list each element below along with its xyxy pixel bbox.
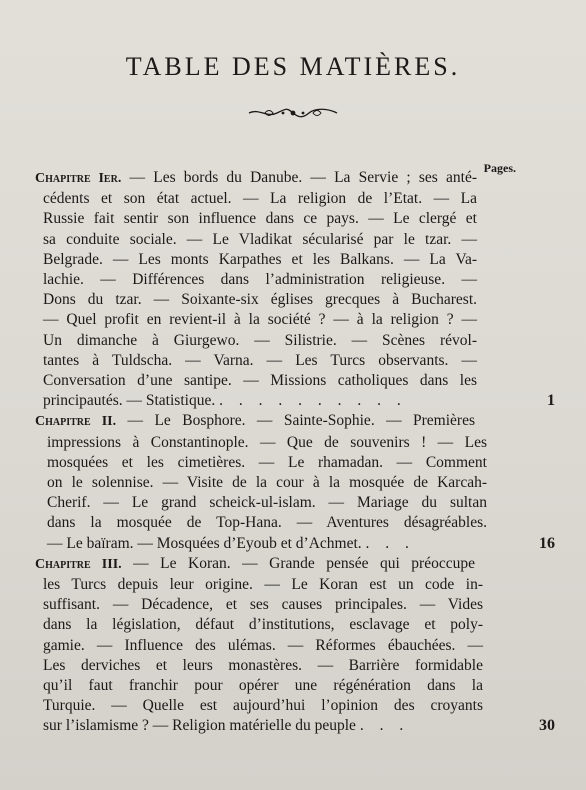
chapter-label: Chapitre Ier.	[35, 171, 122, 186]
toc-line: Dons du tzar. — Soixante-six églises grecques à Bucharest.	[43, 291, 477, 309]
page-number: 30	[539, 717, 555, 735]
toc-line: Chapitre II. — Le Bosphore. — Sainte-Sophie. — Premières	[35, 412, 476, 430]
toc-line: lachie. — Différences dans l’administration religieuse. —	[43, 271, 477, 289]
toc-line: tantes à Tuldscha. — Varna. — Les Turcs observants. —	[43, 351, 477, 369]
toc-line: cédents et son état actuel. — La religion de l’Etat. — La	[43, 190, 477, 208]
page-title: TABLE DES MATIÈRES.	[125, 52, 461, 81]
page-number: 1	[547, 392, 555, 410]
toc-line: dans la mosquée de Top-Hana. — Aventures désagréables.	[47, 514, 487, 532]
ornament-icon	[0, 106, 586, 125]
toc-entry-chapter-3[interactable]	[35, 554, 555, 737]
toc-line: Les derviches et leurs monastères. — Barrière formidable	[43, 656, 483, 674]
toc-line: gamie. — Influence des ulémas. — Réformes ébauchées. —	[43, 636, 483, 654]
toc-line: impressions à Constantinople. — Que de souvenirs ! — Les	[47, 433, 487, 451]
toc-line: Cherif. — Le grand scheick-ul-islam. — Mariage du sultan	[47, 494, 487, 512]
bleed-through-text	[100, 14, 580, 28]
toc-line: — Quel profit en revient-il à la société ? — à la religion ? —	[43, 311, 477, 329]
toc-line: — Le baïram. — Mosquées d’Eyoub et d’Achmet. . . .	[47, 534, 415, 552]
toc-entry-chapter-2[interactable]	[35, 411, 555, 553]
page-number: 16	[539, 534, 555, 552]
pages-column-label: Pages.	[483, 161, 516, 175]
toc-line: Belgrade. — Les monts Karpathes et les Balkans. — La Va-	[43, 250, 477, 268]
chapter-label: Chapitre II.	[35, 414, 117, 430]
toc-line: on le solennise. — Visite de la cour à la mosquée de Karcah-	[47, 474, 487, 492]
toc-line: principautés. — Statistique. . . . . . . . . . .	[43, 392, 407, 410]
toc-line: Conversation d’une santipe. — Missions catholiques dans les	[43, 372, 477, 390]
toc-line: Turquie. — Quelle est aujourd’hui l’opinion des croyants	[43, 697, 483, 715]
chapter-label: Chapitre III.	[35, 556, 122, 572]
flourish-icon	[247, 106, 339, 120]
toc-line: dans la législation, défaut d’institutions, esclavage et poly-	[43, 616, 483, 634]
toc-entry-chapter-1[interactable]	[35, 168, 555, 411]
toc-line: les Turcs depuis leur origine. — Le Koran est un code in-	[43, 576, 483, 594]
toc-line: sa conduite sociale. — Le Vladikat sécularisé par le tzar. —	[43, 230, 477, 248]
toc-line: Russie fait sentir son influence dans ce pays. — Le clergé et	[43, 210, 477, 228]
toc-line: Un dimanche à Giurgewo. — Silistrie. — Scènes révol-	[43, 331, 477, 349]
toc-line: suffisant. — Décadence, et ses causes principales. — Vides	[43, 596, 483, 614]
toc-line: Chapitre III. — Le Koran. — Grande pensée qui préoccupe	[35, 554, 475, 572]
toc-line: mosquées et les cimetières. — Le rhamadan. — Comment	[47, 453, 487, 471]
toc-line: Chapitre Ier. — Les bords du Danube. — La Servie ; ses anté-	[35, 169, 478, 186]
toc-line: qu’il faut franchir pour opérer une régénération dans la	[43, 677, 483, 695]
table-of-contents	[35, 168, 555, 737]
toc-line: sur l’islamisme ? — Religion matérielle du peuple . . .	[43, 717, 410, 735]
